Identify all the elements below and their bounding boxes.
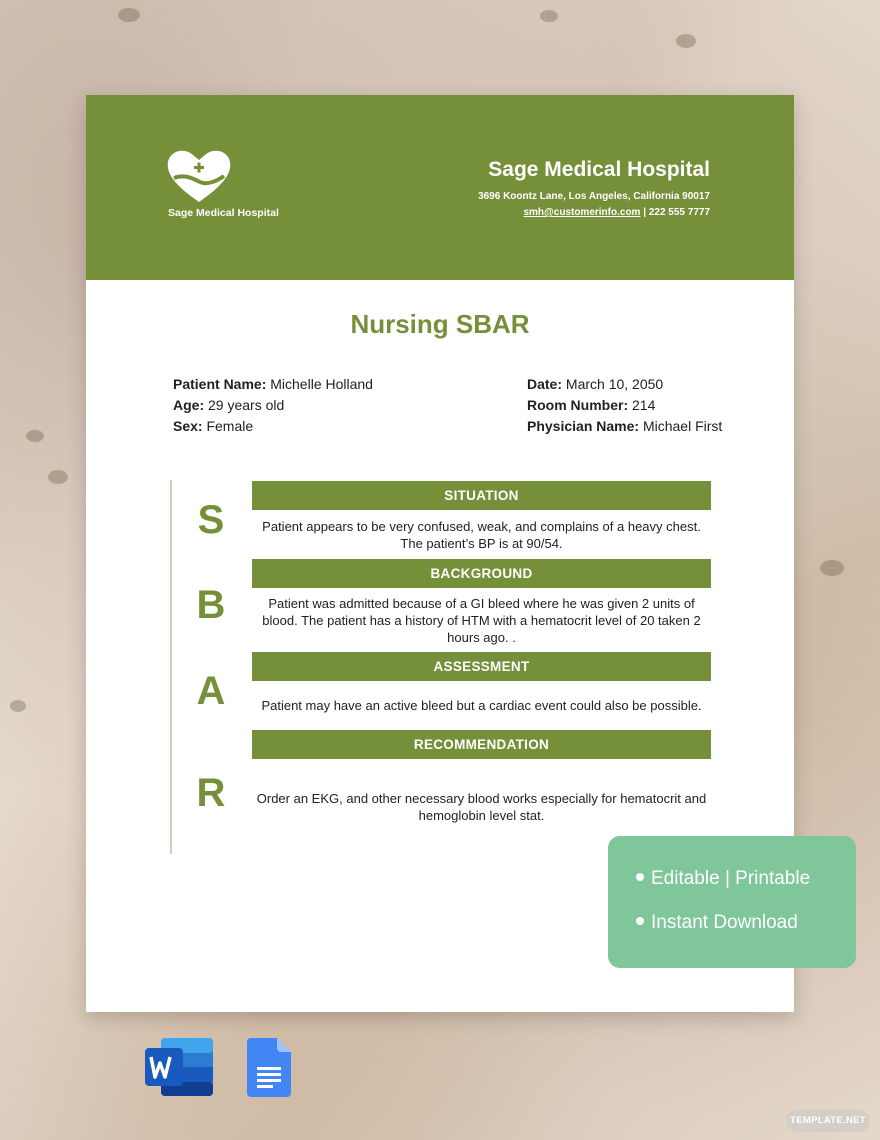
features-badge [608,836,856,968]
background-speck [676,34,696,48]
recommendation-heading: RECOMMENDATION [252,730,711,759]
visit-date: March 10, 2050 [565,376,664,392]
date-row: Date: March 10, 2050 [527,376,664,392]
physician-name: Michael First [642,418,723,434]
physician-row: Physician Name: Michael First [527,418,723,434]
microsoft-word-icon[interactable] [145,1038,213,1096]
contact-separator: | [643,207,647,218]
room-number: 214 [632,397,656,413]
badge-item-editable: Editable | Printable [636,868,810,890]
background-speck [48,470,68,484]
sbar-divider-line [170,480,172,854]
bullet-icon [636,917,644,925]
sbar-letter-r: R [196,771,226,815]
google-docs-icon[interactable] [247,1038,291,1097]
recommendation-text: Order an EKG, and other necessary blood works especially for hematocrit and hemoglobin level stat. [256,791,707,823]
template-watermark: TEMPLATE.NET [786,1110,870,1132]
patient-name: Michelle Holland [270,376,373,392]
background-heading: BACKGROUND [252,559,711,588]
logo-caption: Sage Medical Hospital [168,207,279,219]
age-row: Age: 29 years old [173,397,285,413]
sbar-letter-s: S [197,498,225,542]
sbar-letter-b: B [196,583,226,627]
hospital-name: Sage Medical Hospital [488,158,710,181]
document-title: Nursing SBAR [350,309,530,339]
background-speck [118,8,140,22]
heart-hand-logo-icon [166,148,232,204]
assessment-text: Patient may have an active bleed but a cardiac event could also be possible. [261,698,702,713]
background-speck [10,700,26,712]
room-row: Room Number: 214 [527,397,656,413]
phone-number: 222 555 7777 [648,207,710,218]
situation-text: Patient appears to be very confused, weak, and complains of a heavy chest. The patient’s BP is at 90/54. [262,519,701,551]
situation-heading: SITUATION [252,481,711,510]
patient-age: 29 years old [208,397,285,413]
patient-name-row: Patient Name: Michelle Holland [173,376,373,392]
email-link[interactable]: smh@customerinfo.com [523,207,641,218]
assessment-heading: ASSESSMENT [252,652,711,681]
hospital-address: 3696 Koontz Lane, Los Angeles, California 90017 [478,191,710,202]
hospital-contact [523,207,710,218]
sex-row: Sex: Female [173,418,254,434]
background-speck [26,430,44,442]
background-speck [820,560,844,576]
patient-info-right [527,374,722,437]
patient-sex: Female [206,418,254,434]
patient-info-left [173,374,373,437]
sbar-letter-a: A [196,669,226,713]
background-text: Patient was admitted because of a GI bleed where he was given 2 units of blood. The patient has a history of HTM with a hematocrit level of 20 taken 2 hours ago. . [262,596,701,645]
bullet-icon [636,873,644,881]
background-speck [540,10,558,22]
badge-item-download: Instant Download [636,912,798,934]
document-header [86,95,794,280]
